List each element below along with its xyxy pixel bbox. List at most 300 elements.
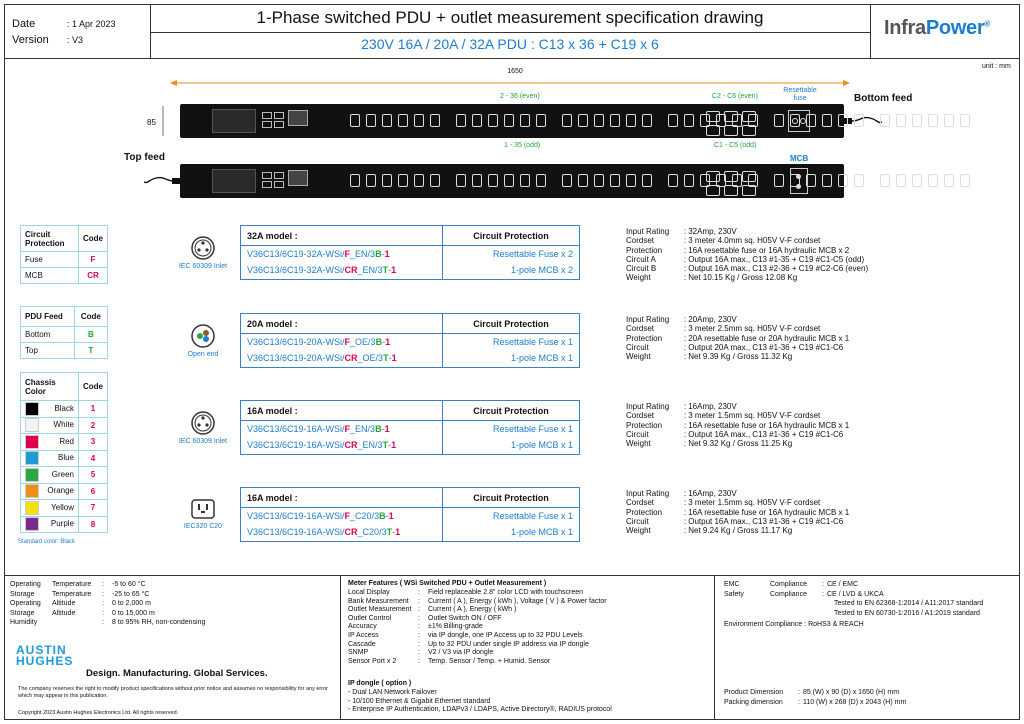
legend-color-green bbox=[21, 467, 79, 484]
meter-feature-value: Field replaceable 2.8" color LCD with touchscreen bbox=[428, 589, 584, 596]
meter-module-2 bbox=[212, 169, 256, 193]
meter-features bbox=[348, 589, 610, 666]
model-protection: 1-pole MCB x 2 bbox=[443, 262, 580, 278]
spec-colon: : bbox=[684, 507, 687, 517]
spec-value: 3 meter 1.5mm sq. H05V V-F cordset bbox=[688, 411, 821, 421]
env-spec-param: Temperature bbox=[52, 590, 92, 598]
product-dim-label: Product Dimension bbox=[724, 689, 784, 696]
model-part-number bbox=[241, 350, 443, 366]
spec-colon: : bbox=[684, 342, 687, 352]
c19-outlet bbox=[742, 125, 756, 136]
meter-feature-colon: : bbox=[418, 614, 420, 622]
color-name: Red bbox=[59, 436, 74, 446]
part-mid: _OE/3 bbox=[357, 352, 384, 363]
emc-label: EMC bbox=[724, 581, 740, 588]
part-mid: _C20/3 bbox=[350, 510, 380, 521]
protection-legend-h1: Circuit Protection bbox=[21, 226, 79, 252]
model-part-number bbox=[241, 437, 443, 453]
part-protection-code: CR bbox=[344, 264, 358, 275]
spec-value: Output 16A max., C13 #1-36 + C19 #C1-C6 bbox=[688, 429, 844, 439]
c13-outlet bbox=[456, 174, 466, 187]
fuse-button-2 bbox=[800, 118, 806, 124]
mcb-switch-2 bbox=[796, 184, 801, 189]
c13-outlet bbox=[896, 114, 906, 127]
legend-color-purple bbox=[21, 516, 79, 533]
logo-infra: Infra bbox=[884, 17, 926, 39]
spec-colon: : bbox=[684, 254, 687, 264]
model-part-number bbox=[241, 262, 443, 278]
c20-inlet-icon bbox=[190, 497, 216, 521]
spec-label: Weight bbox=[626, 273, 651, 283]
feed-legend bbox=[20, 306, 108, 359]
color-legend-h2: Code bbox=[79, 373, 108, 401]
model-part-number bbox=[241, 334, 443, 350]
c13-outlet bbox=[398, 114, 408, 127]
iec60309-inlet-icon bbox=[190, 235, 216, 261]
color-code: 4 bbox=[79, 450, 108, 467]
c13-outlet bbox=[472, 114, 482, 127]
model-part-number bbox=[241, 246, 443, 262]
height-dimension-arrow bbox=[158, 104, 168, 138]
meter-feature-label: Sensor Port x 2 bbox=[348, 657, 397, 665]
color-swatch bbox=[25, 468, 39, 482]
c13-outlet bbox=[822, 114, 832, 127]
spec-label: Circuit bbox=[626, 429, 649, 439]
env-colon: : bbox=[804, 621, 807, 628]
part-prefix: V36C13/6C19-20A-WSi/ bbox=[247, 352, 345, 363]
color-name: White bbox=[53, 420, 74, 430]
model-part-number bbox=[241, 508, 443, 524]
ip-dongle-features bbox=[348, 689, 612, 715]
spec-label: Protection bbox=[626, 507, 663, 517]
env-spec-colon: : bbox=[102, 609, 104, 617]
ip-dongle-item: - 10/100 Ethernet & Gigabit Ethernet standard bbox=[348, 697, 491, 705]
date-value: : 1 Apr 2023 bbox=[67, 19, 116, 29]
meter-feature-label: SNMP bbox=[348, 649, 369, 657]
protection-legend-h2: Code bbox=[79, 226, 108, 252]
env-spec-colon: : bbox=[102, 590, 104, 598]
env-spec-type: Operating bbox=[10, 581, 41, 588]
environment-compliance bbox=[724, 620, 864, 630]
env-spec-value: -25 to 65 °C bbox=[112, 590, 150, 598]
c13-outlet bbox=[536, 114, 546, 127]
part-feed-code: T bbox=[382, 264, 389, 275]
c13-outlet bbox=[838, 174, 848, 187]
length-value: 1650 bbox=[507, 68, 523, 75]
spec-label: Input Rating bbox=[626, 227, 670, 236]
c13-outlet bbox=[520, 114, 530, 127]
part-feed-code: T bbox=[383, 352, 389, 363]
emc-compliance: Compliance bbox=[770, 581, 807, 588]
color-swatch bbox=[25, 484, 39, 498]
iec60309-inlet-icon bbox=[190, 410, 216, 436]
spec-value: Output 16A max., C13 #1-36 + C19 #C1-C6 bbox=[688, 516, 844, 526]
color-code: 1 bbox=[79, 401, 108, 418]
c13-outlet bbox=[626, 174, 636, 187]
color-name: Purple bbox=[50, 519, 74, 529]
length-dimension-arrow bbox=[170, 76, 850, 90]
spec-label: Weight bbox=[626, 439, 651, 449]
part-prefix: V36C13/6C19-20A-WSi/ bbox=[247, 336, 345, 347]
spec-label: Input Rating bbox=[626, 315, 670, 324]
c13-outlet bbox=[430, 114, 440, 127]
meter-feature-colon: : bbox=[418, 640, 420, 648]
env-spec-param: Temperature bbox=[52, 581, 92, 588]
part-dash: - bbox=[388, 264, 392, 275]
part-color-code: 1 bbox=[385, 336, 391, 347]
spec-value: Output 16A max., C13 #2-36 + C19 #C2-C6 (even) bbox=[688, 264, 869, 274]
safety-value: CE / LVD & UKCA bbox=[826, 590, 884, 598]
meter-lcd-2 bbox=[288, 170, 308, 186]
spec-label: Circuit bbox=[626, 342, 649, 352]
legend-fuse-name: Fuse bbox=[21, 252, 79, 268]
c13-outlet bbox=[430, 174, 440, 187]
footer-sep-2 bbox=[714, 575, 715, 720]
spec-colon: : bbox=[684, 429, 687, 439]
bottom-feed-label: Bottom feed bbox=[854, 93, 913, 104]
c13-outlet bbox=[562, 174, 572, 187]
part-feed-code: B bbox=[375, 423, 382, 434]
c13-outlet bbox=[912, 114, 922, 127]
part-dash: - bbox=[388, 352, 392, 363]
spec-value: 3 meter 1.5mm sq. H05V V-F cordset bbox=[688, 498, 821, 508]
spec-label: Weight bbox=[626, 526, 651, 536]
color-name: Orange bbox=[47, 486, 74, 496]
meter-module bbox=[212, 109, 256, 133]
model-part-number bbox=[241, 421, 443, 437]
fuse-button-1 bbox=[792, 118, 798, 124]
legend-top-code: T bbox=[74, 343, 107, 359]
meter-lcd bbox=[288, 110, 308, 126]
odd-outlets-label: 1 - 35 (odd) bbox=[504, 142, 541, 149]
model-spec bbox=[626, 489, 851, 535]
part-color-code: 1 bbox=[384, 248, 390, 259]
inlet-label: IEC320 C20 bbox=[183, 523, 223, 530]
packing-dim-value: 110 (W) x 268 (D) x 2043 (H) mm bbox=[802, 698, 907, 706]
c13-outlet bbox=[668, 114, 678, 127]
legend-mcb-code: CR bbox=[79, 268, 108, 284]
c19-outlet bbox=[742, 185, 756, 196]
height-value: 85 bbox=[147, 118, 156, 127]
c13-outlet bbox=[610, 114, 620, 127]
spec-label: Input Rating bbox=[626, 489, 670, 498]
c13-outlet bbox=[366, 174, 376, 187]
c13-outlet bbox=[626, 114, 636, 127]
version-value: : V3 bbox=[67, 35, 84, 45]
spec-value: 3 meter 4.0mm sq. H05V V-F cordset bbox=[688, 236, 821, 246]
spec-colon: : bbox=[684, 264, 687, 274]
spec-value: 16Amp, 230V bbox=[688, 489, 737, 498]
spec-colon: : bbox=[684, 315, 687, 324]
spec-label: Input Rating bbox=[626, 402, 670, 411]
spec-colon: : bbox=[684, 324, 687, 334]
part-dash: - bbox=[385, 510, 389, 521]
c13-outlet bbox=[912, 174, 922, 187]
legend-color-red bbox=[21, 434, 79, 451]
model-protection: Resettable Fuse x 1 bbox=[443, 421, 580, 437]
legend-top-name: Top bbox=[21, 343, 75, 359]
open-end-icon bbox=[190, 323, 216, 349]
c13-outlet bbox=[642, 114, 652, 127]
c19-outlet bbox=[724, 171, 738, 182]
meter-ports bbox=[262, 112, 284, 128]
model-protection: 1-pole MCB x 1 bbox=[443, 437, 580, 453]
c13-outlet bbox=[822, 174, 832, 187]
spec-label: Protection bbox=[626, 245, 663, 255]
part-feed-code: B bbox=[375, 336, 383, 347]
part-color-code: 1 bbox=[391, 439, 397, 450]
austin-hughes-logo bbox=[16, 645, 73, 667]
legend-mcb-name: MCB bbox=[21, 268, 79, 284]
meter-feature-label: Outlet Control bbox=[348, 614, 392, 622]
mcb-module bbox=[790, 168, 808, 194]
meter-feature-colon: : bbox=[418, 657, 420, 665]
c19-outlet bbox=[706, 185, 720, 196]
page-subtitle: 230V 16A / 20A / 32A PDU : C13 x 36 + C19 x 6 bbox=[361, 36, 659, 52]
part-mid: _C20/3 bbox=[357, 526, 387, 537]
c13-outlet bbox=[414, 114, 424, 127]
c13-outlet bbox=[774, 174, 784, 187]
ip-dongle-item: - Dual LAN Network Failover bbox=[348, 689, 437, 696]
env-spec-colon: : bbox=[102, 619, 104, 626]
c19-even-label: C2 - C6 (even) bbox=[712, 93, 758, 100]
safety-colon: : bbox=[822, 590, 824, 598]
c13-outlet bbox=[944, 174, 954, 187]
meter-feature-value: Up to 32 PDU under single IP address via IP dongle bbox=[428, 640, 589, 648]
env-label: Environment Compliance bbox=[724, 621, 803, 628]
part-protection-code: CR bbox=[344, 439, 358, 450]
part-mid: _EN/3 bbox=[350, 248, 376, 259]
page-title: 1-Phase switched PDU + outlet measurement specification drawing bbox=[256, 8, 764, 27]
spec-value: Net 9.39 Kg / Gross 11.32 Kg bbox=[688, 352, 793, 362]
c19-outlet bbox=[742, 111, 756, 122]
c13-outlet bbox=[504, 114, 514, 127]
part-prefix: V36C13/6C19-32A-WSi/ bbox=[247, 248, 345, 259]
c19-outlet bbox=[724, 111, 738, 122]
part-prefix: V36C13/6C19-16A-WSi/ bbox=[247, 510, 345, 521]
env-spec-value: -5 to 60 °C bbox=[112, 581, 146, 588]
c13-outlet bbox=[610, 174, 620, 187]
color-swatch bbox=[25, 501, 39, 515]
header-divider bbox=[4, 58, 1020, 59]
c13-outlet bbox=[350, 174, 360, 187]
part-protection-code: F bbox=[344, 248, 351, 259]
emc-value: CE / EMC bbox=[826, 581, 859, 588]
part-protection-code: CR bbox=[344, 352, 358, 363]
c13-outlet bbox=[382, 114, 392, 127]
c13-outlet bbox=[536, 174, 546, 187]
inlet-label: IEC 60309 Inlet bbox=[178, 438, 228, 445]
meter-feature-value: V2 / V3 via IP dongle bbox=[428, 649, 494, 657]
c13-outlet bbox=[774, 114, 784, 127]
part-dash: - bbox=[388, 439, 392, 450]
spec-value: Net 10.15 Kg / Gross 12.08 Kg bbox=[688, 273, 798, 283]
meter-feature-colon: : bbox=[418, 631, 420, 639]
env-spec-colon: : bbox=[102, 581, 104, 588]
color-swatch bbox=[25, 435, 39, 449]
env-spec-colon: : bbox=[102, 600, 104, 607]
environment-specs bbox=[10, 580, 208, 628]
feed-legend-h1: PDU Feed bbox=[21, 307, 75, 327]
part-protection-code: F bbox=[344, 336, 351, 347]
color-code: 8 bbox=[79, 516, 108, 533]
c13-outlet bbox=[504, 174, 514, 187]
meter-feature-label: IP Access bbox=[348, 631, 379, 639]
inlet-block bbox=[170, 235, 236, 270]
ip-dongle-title: IP dongle ( option ) bbox=[348, 680, 412, 687]
packing-dim-label: Packing dimension bbox=[724, 698, 783, 706]
color-legend-h1: Chassis Color bbox=[21, 373, 79, 401]
model-protection-header: Circuit Protection bbox=[443, 401, 580, 421]
env-spec-param: Altitude bbox=[52, 600, 76, 607]
c13-outlet bbox=[880, 174, 890, 187]
model-title: 32A model : bbox=[241, 226, 443, 246]
legend-color-white bbox=[21, 417, 79, 434]
legend-bottom-code: B bbox=[74, 327, 107, 343]
meter-feature-value: Outlet Switch ON / OFF bbox=[428, 614, 502, 622]
spec-value: Output 20A max., C13 #1-36 + C19 #C1-C6 bbox=[688, 342, 844, 352]
disclaimer: The company reserves the right to modify product specifications without prior notice and assumes no responsibility for any error which may appear in this publication. bbox=[18, 686, 328, 699]
model-table bbox=[240, 225, 580, 280]
c19-outlet bbox=[724, 185, 738, 196]
meter-feature-colon: : bbox=[418, 597, 420, 605]
c13-outlet bbox=[668, 174, 678, 187]
model-protection: Resettable Fuse x 1 bbox=[443, 334, 580, 350]
even-outlets-label: 2 - 36 (even) bbox=[500, 93, 540, 100]
part-prefix: V36C13/6C19-16A-WSi/ bbox=[247, 423, 345, 434]
c19-outlet bbox=[706, 171, 720, 182]
meter-feature-label: Cascade bbox=[348, 640, 376, 648]
part-feed-code: B bbox=[375, 248, 382, 259]
inlet-block bbox=[170, 410, 236, 445]
meter-feature-colon: : bbox=[418, 623, 420, 631]
color-swatch bbox=[25, 451, 39, 465]
c13-outlet bbox=[684, 114, 694, 127]
c13-outlet bbox=[366, 114, 376, 127]
spec-colon: : bbox=[684, 498, 687, 508]
part-feed-code: T bbox=[386, 526, 393, 537]
model-protection: Resettable Fuse x 1 bbox=[443, 508, 580, 524]
mcb-label: MCB bbox=[790, 154, 809, 163]
color-legend bbox=[20, 372, 108, 533]
header-sep-left bbox=[150, 4, 151, 58]
env-value: RoHS3 & REACH bbox=[808, 621, 864, 628]
env-spec-param: Altitude bbox=[52, 609, 76, 617]
legend-bottom-name: Bottom bbox=[21, 327, 75, 343]
c19-outlet bbox=[742, 171, 756, 182]
c19-outlet bbox=[706, 111, 720, 122]
mcb-switch-1 bbox=[796, 174, 801, 179]
c13-outlet bbox=[854, 114, 864, 127]
protection-legend bbox=[20, 225, 108, 284]
spec-label: Circuit bbox=[626, 516, 649, 526]
c13-outlet bbox=[472, 174, 482, 187]
part-dash: - bbox=[381, 248, 385, 259]
spec-value: 16A resettable fuse or 16A hydraulic MCB x 1 bbox=[688, 420, 850, 430]
legend-color-yellow bbox=[21, 500, 79, 517]
spec-label: Cordset bbox=[626, 498, 655, 508]
copyright: Copyright 2023 Austin Hughes Electronics Ltd. All rights reserved. bbox=[18, 710, 179, 716]
spec-colon: : bbox=[684, 236, 687, 246]
c19-outlet bbox=[706, 125, 720, 136]
spec-value: Net 9.24 Kg / Gross 11.17 Kg bbox=[688, 526, 793, 536]
spec-value: 3 meter 2.5mm sq. H05V V-F cordset bbox=[688, 324, 821, 334]
c13-outlet bbox=[960, 174, 970, 187]
footer-divider bbox=[4, 575, 1020, 576]
packing-dim-colon: : bbox=[798, 698, 800, 706]
spec-colon: : bbox=[684, 516, 687, 526]
spec-colon: : bbox=[684, 420, 687, 430]
part-prefix: V36C13/6C19-16A-WSi/ bbox=[247, 439, 345, 450]
part-color-code: 1 bbox=[395, 526, 401, 537]
model-table bbox=[240, 313, 580, 368]
product-dim-colon: : bbox=[798, 689, 800, 696]
logo-power: Power bbox=[925, 17, 985, 39]
env-spec-value: 0 to 2,000 m bbox=[112, 600, 151, 607]
version-label: Version bbox=[12, 34, 49, 46]
meter-feature-value: Current ( A ), Energy ( kWh ), Voltage ( V ) & Power factor bbox=[428, 597, 607, 605]
spec-label: Protection bbox=[626, 420, 663, 430]
env-spec-type: Storage bbox=[10, 590, 35, 598]
env-spec-param bbox=[52, 618, 102, 628]
part-mid: _EN/3 bbox=[357, 264, 383, 275]
spec-colon: : bbox=[684, 352, 687, 362]
model-protection-header: Circuit Protection bbox=[443, 314, 580, 334]
part-feed-code: T bbox=[382, 439, 389, 450]
c13-outlet bbox=[562, 114, 572, 127]
footer-sep-1 bbox=[340, 575, 341, 720]
legend-color-orange bbox=[21, 483, 79, 500]
color-name: Green bbox=[51, 469, 74, 479]
model-part-number bbox=[241, 524, 443, 540]
spec-label: Cordset bbox=[626, 236, 655, 246]
c13-outlet bbox=[594, 174, 604, 187]
spec-value: Net 9.32 Kg / Gross 11.25 Kg bbox=[688, 439, 793, 449]
c13-outlet bbox=[398, 174, 408, 187]
part-protection-code: F bbox=[344, 510, 351, 521]
c13-outlet bbox=[854, 174, 864, 187]
c13-outlet bbox=[488, 114, 498, 127]
c13-outlet bbox=[896, 174, 906, 187]
c13-outlet bbox=[880, 114, 890, 127]
inlet-label: IEC 60309 Inlet bbox=[178, 263, 228, 270]
color-code: 5 bbox=[79, 467, 108, 484]
feed-legend-h2: Code bbox=[74, 307, 107, 327]
c13-outlet bbox=[642, 174, 652, 187]
model-spec bbox=[626, 227, 870, 283]
logo-reg: ® bbox=[984, 19, 990, 29]
color-swatch bbox=[25, 418, 39, 432]
model-protection-header: Circuit Protection bbox=[443, 488, 580, 508]
inlet-label: Open end bbox=[187, 351, 219, 358]
env-spec-type: Operating bbox=[10, 600, 41, 607]
color-code: 6 bbox=[79, 483, 108, 500]
model-spec bbox=[626, 315, 851, 361]
safety-label: Safety bbox=[724, 590, 744, 598]
color-name: Blue bbox=[57, 453, 74, 463]
color-name: Black bbox=[54, 403, 74, 413]
legend-color-blue bbox=[21, 450, 79, 467]
c13-outlet bbox=[960, 114, 970, 127]
model-protection: 1-pole MCB x 1 bbox=[443, 524, 580, 540]
part-color-code: 1 bbox=[391, 264, 397, 275]
spec-label: Circuit B bbox=[626, 264, 657, 274]
spec-colon: : bbox=[684, 439, 687, 449]
part-color-code: 1 bbox=[384, 423, 390, 434]
part-mid: _EN/3 bbox=[357, 439, 383, 450]
part-color-code: 1 bbox=[391, 352, 397, 363]
model-table bbox=[240, 487, 580, 542]
